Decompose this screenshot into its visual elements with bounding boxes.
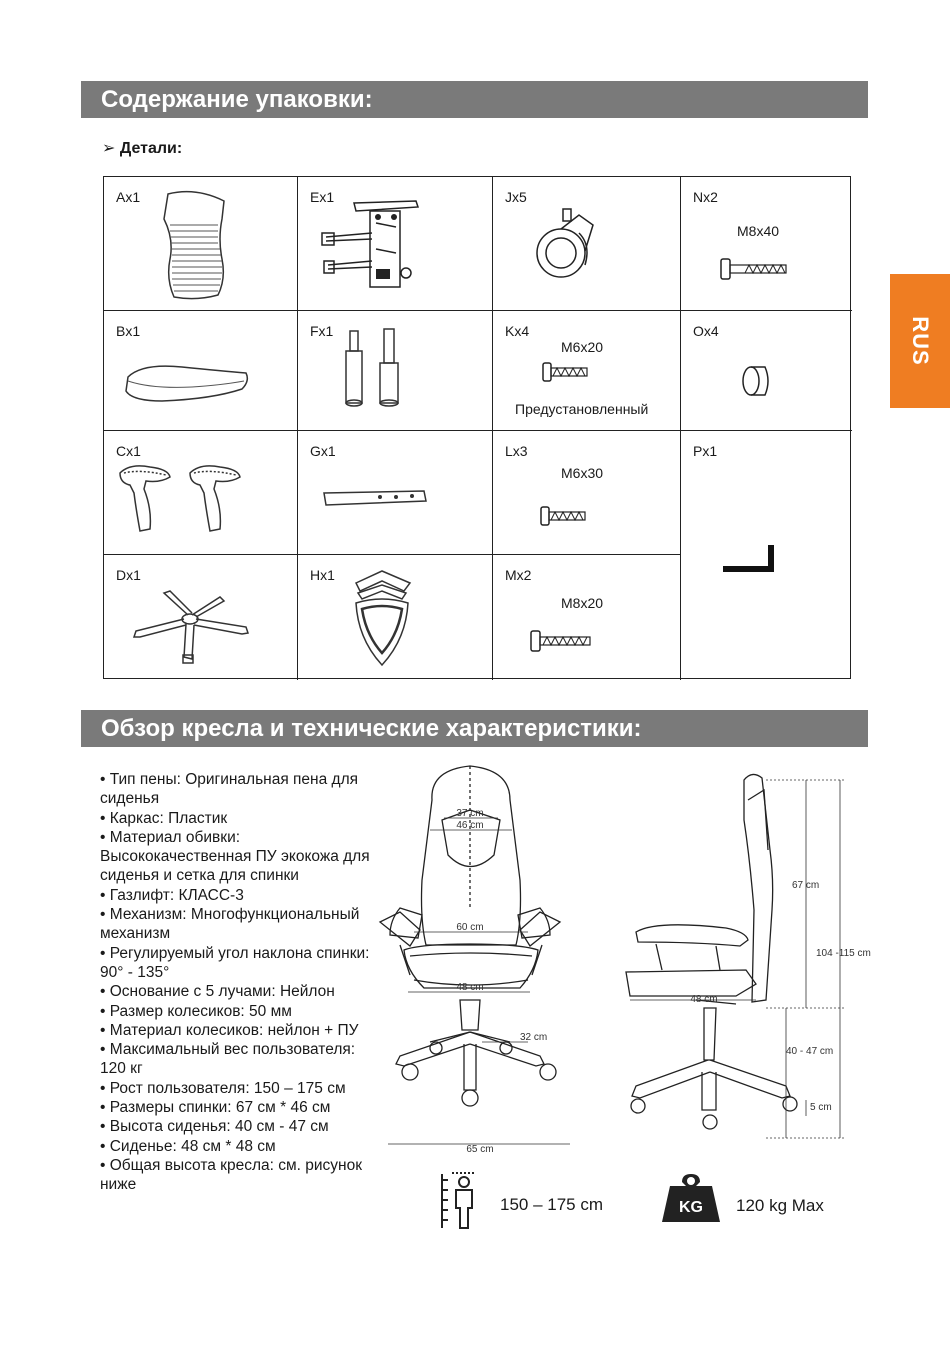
dim-label: 37 cm bbox=[456, 808, 484, 819]
dim-label: 40 - 47 cm bbox=[786, 1046, 834, 1057]
spec-item: • Каркас: Пластик bbox=[100, 809, 228, 827]
part-code: Gx1 bbox=[310, 443, 336, 459]
spec-item: • Общая высота кресла: см. рисунок ниже bbox=[100, 1156, 362, 1194]
part-cell-o bbox=[681, 311, 852, 431]
weight-badge-text: 120 kg Max bbox=[736, 1196, 824, 1215]
dim-label: 5 cm bbox=[810, 1102, 832, 1113]
back-cover-icon bbox=[348, 569, 418, 669]
spec-item: • Регулируемый угол наклона спинки: 90° - 135° bbox=[100, 944, 370, 981]
spec-item: • Высота сиденья: 40 см - 47 см bbox=[100, 1118, 329, 1136]
part-code: Fx1 bbox=[310, 323, 334, 339]
height-badge-text: 150 – 175 cm bbox=[500, 1195, 604, 1214]
person-height-icon bbox=[436, 1170, 480, 1232]
part-code: Kx4 bbox=[505, 323, 530, 339]
bolt-size: M8x20 bbox=[561, 595, 604, 611]
dim-label: 104 -115 cm bbox=[816, 948, 871, 959]
part-cell-e bbox=[298, 177, 493, 311]
spec-item: • Газлифт: КЛАСС-3 bbox=[100, 886, 244, 904]
part-code: Ax1 bbox=[116, 189, 141, 205]
part-code: Nx2 bbox=[693, 189, 718, 205]
spec-item: • Размер колесиков: 50 мм bbox=[100, 1002, 292, 1020]
spec-item: • Материал колесиков: нейлон + ПУ bbox=[100, 1021, 359, 1039]
part-cell-g bbox=[298, 431, 493, 555]
armrests-icon bbox=[110, 459, 250, 539]
dim-label: 46 cm bbox=[456, 820, 484, 831]
part-code: Px1 bbox=[693, 443, 718, 459]
allen-key-icon bbox=[719, 541, 789, 581]
part-cell-f bbox=[298, 311, 493, 431]
part-code: Jx5 bbox=[505, 189, 527, 205]
connecting-plate-icon bbox=[322, 487, 432, 517]
tilt-mechanism-icon bbox=[316, 193, 426, 293]
dim-label: 48 cm bbox=[456, 982, 484, 993]
bolt-icon bbox=[539, 505, 589, 529]
bolt-size: M6x30 bbox=[561, 465, 604, 481]
part-code: Ox4 bbox=[693, 323, 719, 339]
bolt-icon bbox=[541, 361, 591, 385]
cap-icon bbox=[737, 361, 777, 401]
part-cell-l bbox=[493, 431, 681, 555]
part-code: Bx1 bbox=[116, 323, 141, 339]
kg-weight-icon bbox=[660, 1172, 722, 1224]
chair-side-view-diagram bbox=[616, 760, 876, 1160]
part-cell-j bbox=[493, 177, 681, 311]
preinstalled-note: Предустановленный bbox=[515, 401, 649, 417]
part-cell-b bbox=[104, 311, 298, 431]
dim-label: 48 cm bbox=[690, 994, 718, 1005]
part-code: Hx1 bbox=[310, 567, 335, 583]
arrow-bullet-icon: ➢ bbox=[102, 140, 120, 157]
bolt-size: M6x20 bbox=[561, 339, 604, 355]
gas-lift-icon bbox=[338, 327, 418, 407]
part-code: Ex1 bbox=[310, 189, 335, 205]
part-cell-m bbox=[493, 555, 681, 680]
dim-label: 60 cm bbox=[456, 922, 484, 933]
part-code: Lx3 bbox=[505, 443, 528, 459]
spec-item: • Основание с 5 лучами: Нейлон bbox=[100, 983, 335, 1001]
language-tab-label: RUS bbox=[908, 316, 933, 366]
seat-icon bbox=[122, 359, 252, 409]
parts-heading-label: Детали: bbox=[119, 140, 183, 157]
part-cell-k bbox=[493, 311, 681, 431]
caster-wheel-icon bbox=[529, 205, 609, 285]
section-title-package: Содержание упаковки: bbox=[81, 81, 868, 118]
kg-label: KG bbox=[679, 1199, 703, 1216]
chair-front-view-diagram bbox=[370, 760, 610, 1160]
bolt-icon bbox=[719, 257, 789, 283]
spec-item: • Материал обивки: Высококачественная ПУ экокожа для сиденья и сетка для спинки bbox=[100, 828, 370, 885]
part-code: Dx1 bbox=[116, 567, 141, 583]
language-tab bbox=[890, 274, 950, 408]
spec-item: • Рост пользователя: 150 – 175 см bbox=[100, 1079, 346, 1097]
spec-item: • Механизм: Многофункциональный механизм bbox=[100, 906, 360, 943]
five-star-base-icon bbox=[128, 587, 258, 667]
part-cell-c bbox=[104, 431, 298, 555]
dim-label: 67 cm bbox=[792, 880, 820, 891]
bolt-size: M8x40 bbox=[737, 223, 780, 239]
parts-table bbox=[103, 176, 851, 679]
backrest-icon bbox=[156, 189, 236, 299]
dim-label: 32 cm bbox=[520, 1032, 548, 1043]
spec-item: • Размеры спинки: 67 см * 46 см bbox=[100, 1099, 331, 1117]
part-code: Mx2 bbox=[505, 567, 532, 583]
specs-list bbox=[100, 770, 370, 1195]
spec-item: • Максимальный вес пользователя: 120 кг bbox=[100, 1041, 356, 1078]
part-code: Cx1 bbox=[116, 443, 141, 459]
section-title-specs: Обзор кресла и технические характеристики: bbox=[81, 710, 868, 747]
bolt-icon bbox=[529, 629, 593, 655]
part-cell-h bbox=[298, 555, 493, 680]
dim-label: 65 cm bbox=[466, 1144, 494, 1155]
parts-heading bbox=[102, 138, 182, 158]
part-cell-d bbox=[104, 555, 298, 680]
part-cell-a bbox=[104, 177, 298, 311]
spec-item: • Тип пены: Оригинальная пена для сиденья bbox=[100, 771, 359, 808]
spec-item: • Сиденье: 48 см * 48 см bbox=[100, 1137, 276, 1155]
part-cell-n bbox=[681, 177, 852, 311]
part-cell-p bbox=[681, 431, 852, 680]
